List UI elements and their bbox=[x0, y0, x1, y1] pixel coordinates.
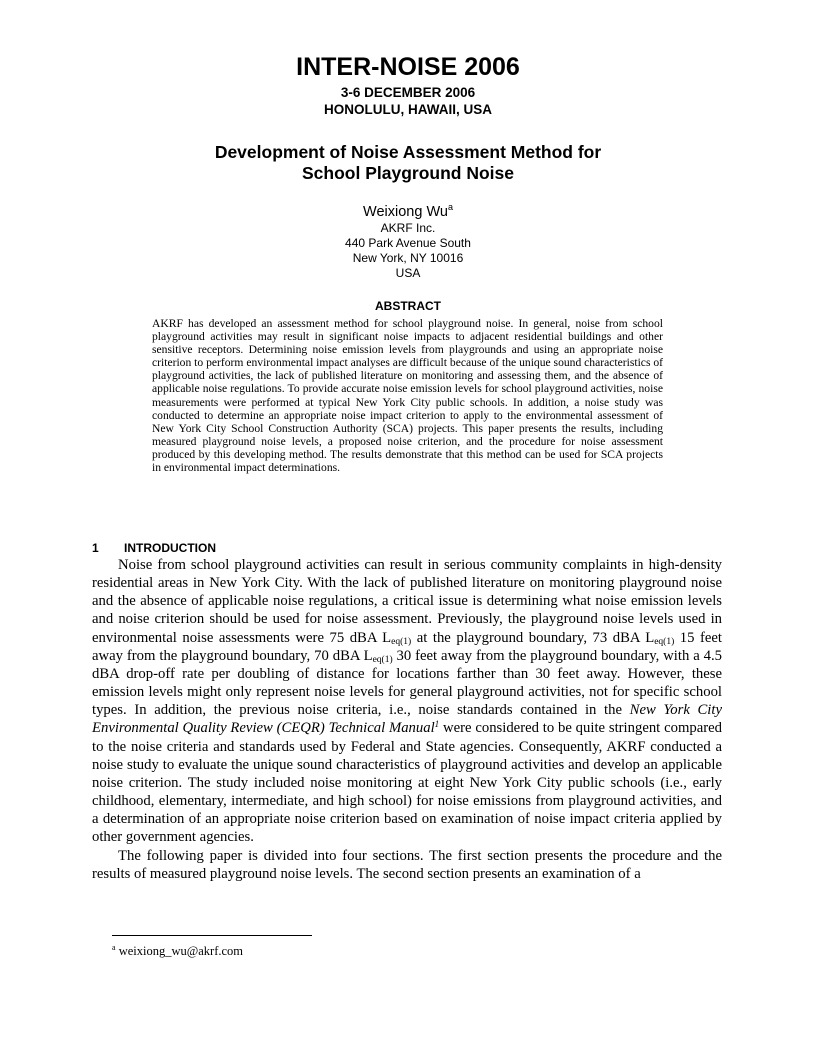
affiliation-city: New York, NY 10016 bbox=[352, 251, 464, 265]
abstract-heading: ABSTRACT bbox=[375, 299, 441, 313]
affiliation-org: AKRF Inc. bbox=[380, 221, 436, 235]
conference-title: INTER-NOISE 2006 bbox=[296, 53, 520, 81]
footnote-divider bbox=[112, 935, 312, 936]
subscript: eq(1) bbox=[372, 654, 393, 665]
paragraph: Noise from school playground activities can result in serious community complaints in high-density residential areas in New York City. With the lack of published literature on monitoring playground noise and the absence of applicable noise regulations, a critical issue is determining what noise emission levels and noise criterion should be used for noise assessment. Previously, the playground noise levels used in environmental noise assessments were 75 dBA $L_{eq(1)}$ at the playground boundary, 73 dBA $L_{eq(1)}$ 15 feet away from the playground boundary, 70 dBA $L_{eq(1)}$ 30 feet away from the playground boundary, with a 4.5 dBA drop-off rate per doubling of distance for locations farther than 30 feet away. However, these emission levels might only represent noise levels for general playground activities, not for specific school types. In addition, the previous noise criteria, i.e., noise standards contained in the New York City Environmental Quality Review (CEQR) Technical Manual$^1$ were considered to be quite stringent compared to the noise criteria and standards used by Federal and State agencies. Consequently, AKRF conducted a noise study to evaluate the unique sound characteristics of playground activities and develop an applicable noise criterion. The study included noise monitoring at eight New York City public schools (i.e., early childhood, elementary, intermediate, and high school) for noise emissions from playground activities, and a determination of an appropriate noise criterion based on examination of noise impact criteria applied by other government agencies. bbox=[92, 557, 723, 846]
section-title: INTRODUCTION bbox=[124, 541, 216, 555]
section-number: 1 bbox=[92, 541, 99, 555]
author-footnote-mark: a bbox=[447, 202, 453, 213]
subscript: eq(1) bbox=[391, 636, 412, 647]
author-name: Weixiong Wu bbox=[363, 204, 448, 220]
footnote-mark: a bbox=[112, 943, 116, 952]
abstract-text: AKRF has developed an assessment method for school playground noise. In general, noise from school playground activities may result in significant noise impacts to adjacent residential buildings and other sensitive receptors. Determining noise emission levels from playgrounds and using an appropriate noise criterion to perform environmental impact analyses are difficult because of the unique sound characteristics of playground activities, the lack of published literature on monitoring and assessing them, and the absence of applicable noise regulations. To provide accurate noise emission levels for school playground activities, noise measurements were performed at typical New York City public schools. In addition, a noise study was conducted to determine an appropriate noise impact criterion to apply to the environmental assessment of New York City School Construction Authority (SCA) projects. This paper presents the results, including measured playground noise levels, a proposed noise criterion, and the procedure for noise assessment produced by this developing method. The results demonstrate that this method can be used for SCA projects in environmental impact determinations. bbox=[152, 317, 664, 475]
conference-location: HONOLULU, HAWAII, USA bbox=[324, 102, 492, 117]
section-heading bbox=[92, 541, 216, 556]
introduction-body bbox=[92, 556, 722, 883]
conference-dates: 3-6 DECEMBER 2006 bbox=[340, 85, 476, 100]
paper-title bbox=[0, 142, 816, 184]
paragraph: The following paper is divided into four sections. The first section presents the procedure and the results of measured playground noise levels. The second section presents an examination of a bbox=[92, 847, 722, 882]
footnote bbox=[112, 944, 243, 959]
footnote-email: weixiong_wu@akrf.com bbox=[118, 944, 244, 958]
author bbox=[0, 203, 816, 221]
affiliation-country: USA bbox=[395, 266, 421, 280]
reference-mark: 1 bbox=[434, 719, 440, 730]
affiliation-street: 440 Park Avenue South bbox=[345, 236, 471, 250]
subscript: eq(1) bbox=[654, 636, 675, 647]
paper-title-line-1: Development of Noise Assessment Method for bbox=[214, 142, 602, 162]
manual-title: New York City Environmental Quality Review (CEQR) Technical Manual bbox=[92, 702, 722, 737]
paper-title-line-2: School Playground Noise bbox=[302, 163, 514, 183]
